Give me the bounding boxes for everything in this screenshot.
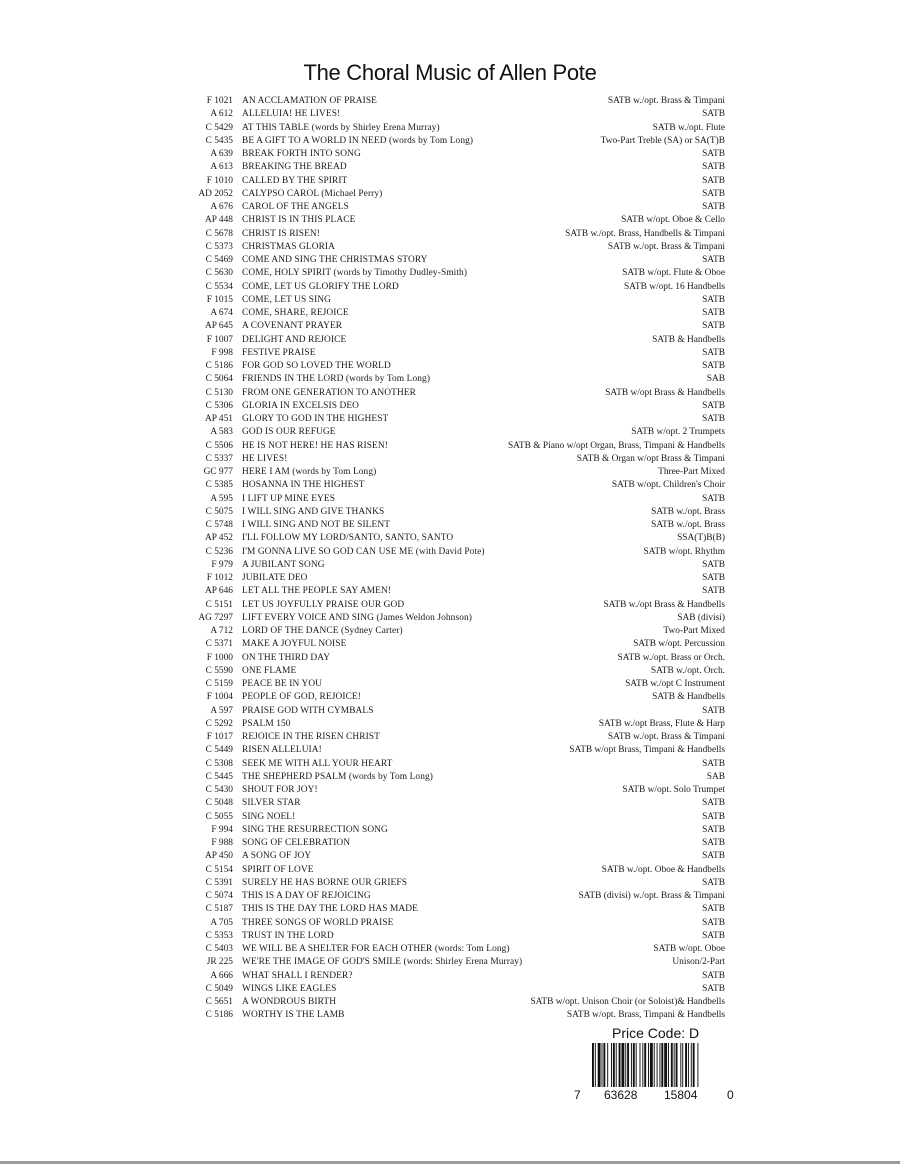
catalog-title: MAKE A JOYFUL NOISE: [242, 639, 347, 650]
catalog-entry: [180, 837, 725, 850]
catalog-title: SPIRIT OF LOVE: [242, 864, 314, 875]
catalog-entry: [180, 532, 725, 545]
catalog-title: PEOPLE OF GOD, REJOICE!: [242, 692, 361, 703]
page-title: The Choral Music of Allen Pote: [303, 60, 597, 85]
catalog-voicing: SATB w/opt. Solo Trumpet: [622, 785, 725, 795]
catalog-voicing: SAB: [706, 374, 725, 385]
catalog-code: A 612: [210, 109, 233, 120]
catalog-code: C 5064: [205, 374, 233, 385]
catalog-voicing: SATB: [702, 188, 725, 199]
catalog-voicing: SSA(T)B(B): [677, 533, 725, 544]
barcode-group-one: 63628: [604, 1088, 638, 1102]
catalog-code: GC 977: [203, 467, 233, 477]
catalog-entry: [180, 877, 725, 890]
catalog-entry: [180, 652, 725, 665]
catalog-code: F 1017: [206, 732, 233, 742]
catalog-voicing: Two-Part Treble (SA) or SA(T)B: [600, 135, 725, 146]
catalog-code: F 998: [211, 347, 233, 358]
catalog-title: GLORIA IN EXCELSIS DEO: [242, 400, 360, 411]
catalog-title: COME AND SING THE CHRISTMAS STORY: [242, 255, 428, 265]
catalog-code: C 5435: [205, 135, 233, 146]
catalog-voicing: SATB: [702, 758, 725, 769]
catalog-title: TRUST IN THE LORD: [242, 930, 334, 941]
catalog-entry: [180, 970, 725, 983]
catalog-voicing: SATB: [702, 294, 725, 305]
catalog-title: PSALM 150: [242, 718, 291, 729]
catalog-code: C 5590: [205, 665, 233, 676]
catalog-title: SONG OF CELEBRATION: [242, 838, 351, 848]
catalog-voicing: SATB: [702, 798, 725, 809]
catalog-voicing: SATB: [702, 824, 725, 835]
catalog-voicing: SATB w/opt. Oboe: [653, 944, 725, 954]
catalog-entry: [180, 811, 725, 824]
catalog-voicing: SATB w./opt. Brass & Timpani: [607, 96, 725, 106]
catalog-code: C 5151: [205, 599, 233, 610]
catalog-code: C 5353: [205, 930, 233, 941]
catalog-code: C 5055: [205, 811, 233, 822]
catalog-entry: [180, 108, 725, 121]
catalog-voicing: SATB: [702, 175, 725, 186]
catalog-title: CAROL OF THE ANGELS: [242, 202, 349, 212]
price-code: Price Code: D: [612, 1025, 700, 1041]
catalog-code: F 1012: [206, 573, 233, 583]
catalog-entry: [180, 479, 725, 492]
catalog-title: I WILL SING AND NOT BE SILENT: [242, 520, 391, 530]
catalog-entry: [180, 930, 725, 943]
catalog-voicing: SATB & Handbells: [652, 692, 725, 703]
catalog-voicing: SATB: [702, 321, 725, 332]
catalog-entry: [180, 387, 725, 400]
catalog-code: C 5074: [205, 891, 233, 901]
catalog-code: C 5430: [205, 785, 233, 795]
catalog-entry: [180, 691, 725, 704]
catalog-code: F 1010: [206, 175, 233, 186]
catalog-entry: [180, 665, 725, 678]
catalog-code: C 5306: [205, 400, 233, 411]
catalog-code: C 5403: [205, 944, 233, 954]
catalog-entry: [180, 956, 725, 969]
catalog-entry: [180, 307, 725, 320]
catalog-title: I'LL FOLLOW MY LORD/SANTO, SANTO, SANTO: [242, 533, 454, 544]
catalog-code: A 639: [210, 149, 233, 159]
catalog-entry: [180, 347, 725, 360]
catalog-entry: [180, 201, 725, 214]
catalog-code: C 5429: [205, 122, 233, 133]
catalog-voicing: Unison/2-Part: [672, 957, 725, 968]
catalog-entry: [180, 122, 725, 135]
catalog-entry: [180, 360, 725, 373]
catalog-entry: [180, 718, 725, 731]
catalog-entry: [180, 493, 725, 506]
catalog-voicing: SATB: [702, 970, 725, 981]
catalog-entry: [180, 466, 725, 479]
catalog-title: ALLELUIA! HE LIVES!: [242, 109, 341, 120]
catalog-code: A 613: [210, 162, 233, 173]
catalog-entry: [180, 917, 725, 930]
catalog-entry: [180, 744, 725, 757]
catalog-title: SURELY HE HAS BORNE OUR GRIEFS: [242, 877, 408, 888]
catalog-entry: [180, 731, 725, 744]
catalog-title: COME, LET US SING: [242, 294, 332, 305]
catalog-title: WINGS LIKE EAGLES: [242, 983, 337, 994]
catalog-entry: [180, 95, 725, 108]
catalog-code: C 5651: [205, 997, 233, 1007]
catalog-code: AP 448: [204, 215, 233, 226]
catalog-title: I WILL SING AND GIVE THANKS: [242, 506, 385, 517]
catalog-voicing: SATB w./opt. Brass: [651, 506, 725, 517]
catalog-code: C 5048: [205, 798, 233, 809]
catalog-title: PRAISE GOD WITH CYMBALS: [242, 705, 374, 716]
catalog-code: C 5292: [205, 718, 233, 729]
catalog-voicing: SATB w/opt. 16 Handbells: [623, 281, 725, 292]
catalog-entry: [180, 943, 725, 956]
catalog-code: F 1004: [206, 692, 233, 703]
catalog-code: JR 225: [206, 957, 233, 968]
catalog-title: THIS IS A DAY OF REJOICING: [242, 891, 371, 901]
catalog-title: WHAT SHALL I RENDER?: [242, 970, 353, 981]
catalog-title: LIFT EVERY VOICE AND SING (James Weldon Johnson): [242, 612, 472, 623]
catalog-voicing: SATB: [702, 573, 725, 583]
catalog-title: JUBILATE DEO: [242, 573, 308, 583]
catalog-code: AP 451: [204, 414, 233, 424]
catalog-title: FOR GOD SO LOVED THE WORLD: [242, 361, 391, 371]
catalog-title: A COVENANT PRAYER: [242, 321, 343, 332]
catalog-code: A 597: [210, 705, 233, 716]
catalog-code: C 5337: [205, 453, 233, 464]
catalog-code: A 676: [210, 202, 233, 212]
catalog-code: C 5187: [205, 904, 233, 915]
catalog-entry: [180, 334, 725, 347]
catalog-code: F 994: [211, 824, 233, 835]
catalog-code: C 5385: [205, 480, 233, 491]
catalog-title: RISEN ALLELUIA!: [242, 745, 322, 756]
catalog-title: BREAKING THE BREAD: [242, 162, 347, 173]
catalog-title: SING NOEL!: [242, 811, 296, 822]
catalog-code: F 979: [211, 559, 233, 570]
catalog-code: C 5469: [205, 255, 233, 265]
catalog-voicing: SATB w/opt. Rhythm: [643, 546, 725, 557]
catalog-title: CALYPSO CAROL (Michael Perry): [242, 188, 383, 199]
catalog-voicing: SATB: [702, 162, 725, 173]
catalog-title: REJOICE IN THE RISEN CHRIST: [242, 732, 380, 742]
catalog-voicing: SATB w/opt Brass & Handbells: [605, 387, 725, 398]
catalog-entry: [180, 638, 725, 651]
catalog-voicing: SATB & Piano w/opt Organ, Brass, Timpani & Handbells: [507, 440, 725, 451]
catalog-voicing: SATB: [702, 361, 725, 371]
catalog-title: A WONDROUS BIRTH: [242, 997, 337, 1007]
catalog-title: SEEK ME WITH ALL YOUR HEART: [242, 758, 393, 769]
catalog-entry: [180, 599, 725, 612]
catalog-code: A 595: [210, 493, 233, 504]
catalog-voicing: SATB: [702, 705, 725, 716]
catalog-voicing: SAB (divisi): [677, 612, 725, 623]
catalog-voicing: SATB: [702, 149, 725, 159]
catalog-code: AP 645: [204, 321, 233, 332]
catalog-code: AP 646: [204, 586, 233, 597]
catalog-entry: [180, 903, 725, 916]
catalog-voicing: SATB: [702, 493, 725, 504]
catalog-title: CHRIST IS IN THIS PLACE: [242, 215, 356, 226]
catalog-voicing: SATB w./opt Brass, Flute & Harp: [598, 718, 725, 729]
catalog-entry: [180, 572, 725, 585]
catalog-entry: [180, 864, 725, 877]
catalog-voicing: SATB: [702, 109, 725, 120]
catalog-title: CHRIST IS RISEN!: [242, 228, 321, 239]
catalog-entry: [180, 294, 725, 307]
catalog-code: C 5449: [205, 745, 233, 756]
catalog-title: WE WILL BE A SHELTER FOR EACH OTHER (words: Tom Long): [242, 944, 510, 954]
catalog-voicing: SATB w./opt. Brass: [651, 520, 725, 530]
catalog-title: BE A GIFT TO A WORLD IN NEED (words by Tom Long): [242, 135, 474, 146]
catalog-entry: [180, 373, 725, 386]
catalog-voicing: SATB: [702, 400, 725, 411]
catalog-code: AP 450: [204, 851, 233, 862]
catalog-entry: [180, 228, 725, 241]
catalog-voicing: Two-Part Mixed: [663, 626, 725, 636]
catalog-code: C 5678: [205, 228, 233, 239]
catalog-title: SHOUT FOR JOY!: [242, 785, 318, 795]
catalog-entry: [180, 267, 725, 280]
catalog-entry: [180, 506, 725, 519]
catalog-code: C 5236: [205, 546, 233, 557]
catalog-title: FESTIVE PRAISE: [242, 347, 316, 358]
catalog-voicing: SATB: [702, 559, 725, 570]
catalog-code: F 1007: [206, 334, 233, 345]
catalog-code: C 5130: [205, 387, 233, 398]
catalog-title: HOSANNA IN THE HIGHEST: [242, 480, 365, 491]
catalog-code: F 1021: [206, 96, 233, 106]
catalog-code: C 5186: [205, 361, 233, 371]
catalog-voicing: SATB w/opt. Unison Choir (or Soloist)& Handbells: [530, 997, 725, 1007]
catalog-list: [180, 95, 725, 1023]
catalog-title: WORTHY IS THE LAMB: [242, 1010, 345, 1021]
catalog-voicing: SATB: [702, 877, 725, 888]
catalog-voicing: SATB: [702, 202, 725, 212]
catalog-voicing: SATB: [702, 347, 725, 358]
catalog-entry: [180, 241, 725, 254]
catalog-entry: [180, 890, 725, 903]
catalog-entry: [180, 161, 725, 174]
catalog-entry: [180, 175, 725, 188]
catalog-entry: [180, 426, 725, 439]
catalog-code: AG 7297: [198, 612, 233, 623]
catalog-title: LET ALL THE PEOPLE SAY AMEN!: [242, 586, 392, 597]
catalog-title: LET US JOYFULLY PRAISE OUR GOD: [242, 599, 405, 610]
catalog-code: A 583: [210, 427, 233, 438]
catalog-title: CALLED BY THE SPIRIT: [242, 175, 348, 186]
catalog-code: C 5186: [205, 1010, 233, 1021]
catalog-entry: [180, 850, 725, 863]
catalog-title: SING THE RESURRECTION SONG: [242, 824, 388, 835]
catalog-title: HE LIVES!: [242, 453, 288, 464]
catalog-entry: [180, 983, 725, 996]
catalog-code: C 5506: [205, 440, 233, 451]
barcode-right-digit: 0: [727, 1088, 734, 1102]
catalog-voicing: SATB: [702, 917, 725, 928]
catalog-entry: [180, 440, 725, 453]
catalog-title: GLORY TO GOD IN THE HIGHEST: [242, 414, 389, 424]
catalog-voicing: SATB w./opt. Brass & Timpani: [607, 732, 725, 742]
catalog-code: AP 452: [204, 533, 233, 544]
barcode-group-two: 15804: [664, 1088, 698, 1102]
catalog-entry: [180, 758, 725, 771]
catalog-title: A JUBILANT SONG: [242, 559, 325, 570]
catalog-voicing: SATB w/opt. Oboe & Cello: [621, 215, 725, 226]
catalog-entry: [180, 824, 725, 837]
catalog-entry: [180, 585, 725, 598]
catalog-title: I'M GONNA LIVE SO GOD CAN USE ME (with David Pote): [242, 546, 485, 557]
catalog-voicing: SATB: [702, 308, 725, 318]
catalog-title: SILVER STAR: [242, 798, 301, 809]
catalog-code: C 5630: [205, 268, 233, 279]
catalog-entry: [180, 546, 725, 559]
catalog-title: FRIENDS IN THE LORD (words by Tom Long): [242, 374, 431, 385]
catalog-entry: [180, 612, 725, 625]
catalog-title: A SONG OF JOY: [242, 851, 312, 862]
catalog-code: C 5075: [205, 506, 233, 517]
catalog-code: C 5371: [205, 639, 233, 650]
catalog-title: AN ACCLAMATION OF PRAISE: [242, 96, 377, 106]
catalog-voicing: SATB: [702, 586, 725, 597]
catalog-voicing: SATB w/opt Brass, Timpani & Handbells: [569, 745, 725, 756]
catalog-title: HE IS NOT HERE! HE HAS RISEN!: [242, 440, 388, 451]
catalog-code: F 1000: [206, 652, 233, 663]
catalog-entry: [180, 214, 725, 227]
catalog-title: THIS IS THE DAY THE LORD HAS MADE: [242, 904, 418, 915]
catalog-title: CHRISTMAS GLORIA: [242, 241, 336, 252]
catalog-title: COME, LET US GLORIFY THE LORD: [242, 281, 399, 292]
catalog-entry: [180, 400, 725, 413]
catalog-code: F 988: [211, 838, 233, 848]
catalog-voicing: SATB w./opt. Flute: [652, 122, 725, 133]
catalog-voicing: SATB (divisi) w./opt. Brass & Timpani: [578, 891, 725, 901]
catalog-title: ONE FLAME: [242, 665, 297, 676]
catalog-entry: [180, 797, 725, 810]
catalog-voicing: SATB: [702, 983, 725, 994]
catalog-voicing: SATB w/opt. 2 Trumpets: [631, 427, 725, 438]
catalog-title: WE'RE THE IMAGE OF GOD'S SMILE (words: Shirley Erena Murray): [242, 957, 523, 968]
catalog-title: DELIGHT AND REJOICE: [242, 334, 347, 345]
catalog-title: HERE I AM (words by Tom Long): [242, 467, 377, 477]
catalog-entry: [180, 413, 725, 426]
catalog-title: ON THE THIRD DAY: [242, 652, 331, 663]
catalog-code: C 5049: [205, 983, 233, 994]
catalog-code: A 705: [210, 917, 233, 928]
catalog-code: F 1015: [206, 294, 233, 305]
catalog-voicing: SATB w./opt. Brass or Orch.: [617, 652, 725, 663]
catalog-entry: [180, 519, 725, 532]
catalog-code: A 712: [210, 626, 233, 636]
catalog-code: C 5445: [205, 771, 233, 782]
catalog-title: FROM ONE GENERATION TO ANOTHER: [242, 387, 417, 398]
catalog-title: LORD OF THE DANCE (Sydney Carter): [242, 626, 403, 636]
catalog-title: COME, HOLY SPIRIT (words by Timothy Dudley-Smith): [242, 268, 468, 279]
catalog-voicing: SATB & Handbells: [652, 334, 725, 345]
catalog-voicing: SATB w./opt C Instrument: [625, 679, 725, 689]
catalog-voicing: SATB w./opt. Oboe & Handbells: [601, 864, 725, 875]
catalog-voicing: SATB w/opt. Flute & Oboe: [622, 268, 725, 279]
catalog-voicing: SATB w./opt. Brass, Handbells & Timpani: [565, 228, 725, 239]
catalog-title: BREAK FORTH INTO SONG: [242, 149, 361, 159]
catalog-entry: [180, 771, 725, 784]
catalog-title: THREE SONGS OF WORLD PRAISE: [242, 917, 394, 928]
catalog-entry: [180, 320, 725, 333]
catalog-voicing: SATB w./opt Brass & Handbells: [603, 599, 725, 610]
catalog-voicing: SAB: [706, 771, 725, 782]
catalog-code: A 674: [210, 308, 233, 318]
catalog-title: COME, SHARE, REJOICE: [242, 308, 349, 318]
catalog-entry: [180, 281, 725, 294]
barcode-left-digit: 7: [574, 1088, 581, 1102]
catalog-entry: [180, 254, 725, 267]
catalog-voicing: Three-Part Mixed: [658, 467, 725, 477]
catalog-voicing: SATB w/opt. Percussion: [633, 639, 725, 650]
catalog-voicing: SATB: [702, 930, 725, 941]
catalog-voicing: SATB: [702, 904, 725, 915]
catalog-voicing: SATB: [702, 811, 725, 822]
catalog-title: PEACE BE IN YOU: [242, 679, 323, 689]
catalog-voicing: SATB: [702, 255, 725, 265]
catalog-entry: [180, 188, 725, 201]
catalog-voicing: SATB w./opt. Brass & Timpani: [607, 241, 725, 252]
catalog-code: C 5391: [205, 877, 233, 888]
catalog-entry: [180, 678, 725, 691]
catalog-voicing: SATB & Organ w/opt Brass & Timpani: [576, 453, 725, 464]
catalog-code: C 5154: [205, 864, 233, 875]
catalog-title: GOD IS OUR REFUGE: [242, 427, 336, 438]
catalog-code: C 5159: [205, 679, 233, 689]
catalog-title: THE SHEPHERD PSALM (words by Tom Long): [242, 771, 433, 782]
catalog-code: C 5373: [205, 241, 233, 252]
catalog-voicing: SATB w./opt. Orch.: [650, 665, 725, 676]
catalog-entry: [180, 705, 725, 718]
catalog-voicing: SATB: [702, 414, 725, 424]
catalog-entry: [180, 996, 725, 1009]
catalog-code: AD 2052: [198, 188, 233, 199]
catalog-entry: [180, 148, 725, 161]
catalog-entry: [180, 625, 725, 638]
catalog-code: C 5308: [205, 758, 233, 769]
catalog-voicing: SATB w/opt. Brass, Timpani & Handbells: [566, 1010, 725, 1021]
catalog-entry: [180, 135, 725, 148]
catalog-title: AT THIS TABLE (words by Shirley Erena Murray): [242, 122, 440, 133]
catalog-voicing: SATB w/opt. Children's Choir: [611, 480, 725, 491]
catalog-voicing: SATB: [702, 851, 725, 862]
catalog-code: A 666: [210, 970, 233, 981]
catalog-entry: [180, 784, 725, 797]
catalog-entry: [180, 1009, 725, 1022]
catalog-entry: [180, 453, 725, 466]
catalog-entry: [180, 559, 725, 572]
catalog-voicing: SATB: [702, 838, 725, 848]
catalog-code: C 5748: [205, 520, 233, 530]
catalog-code: C 5534: [205, 281, 233, 292]
catalog-title: I LIFT UP MINE EYES: [242, 493, 336, 504]
